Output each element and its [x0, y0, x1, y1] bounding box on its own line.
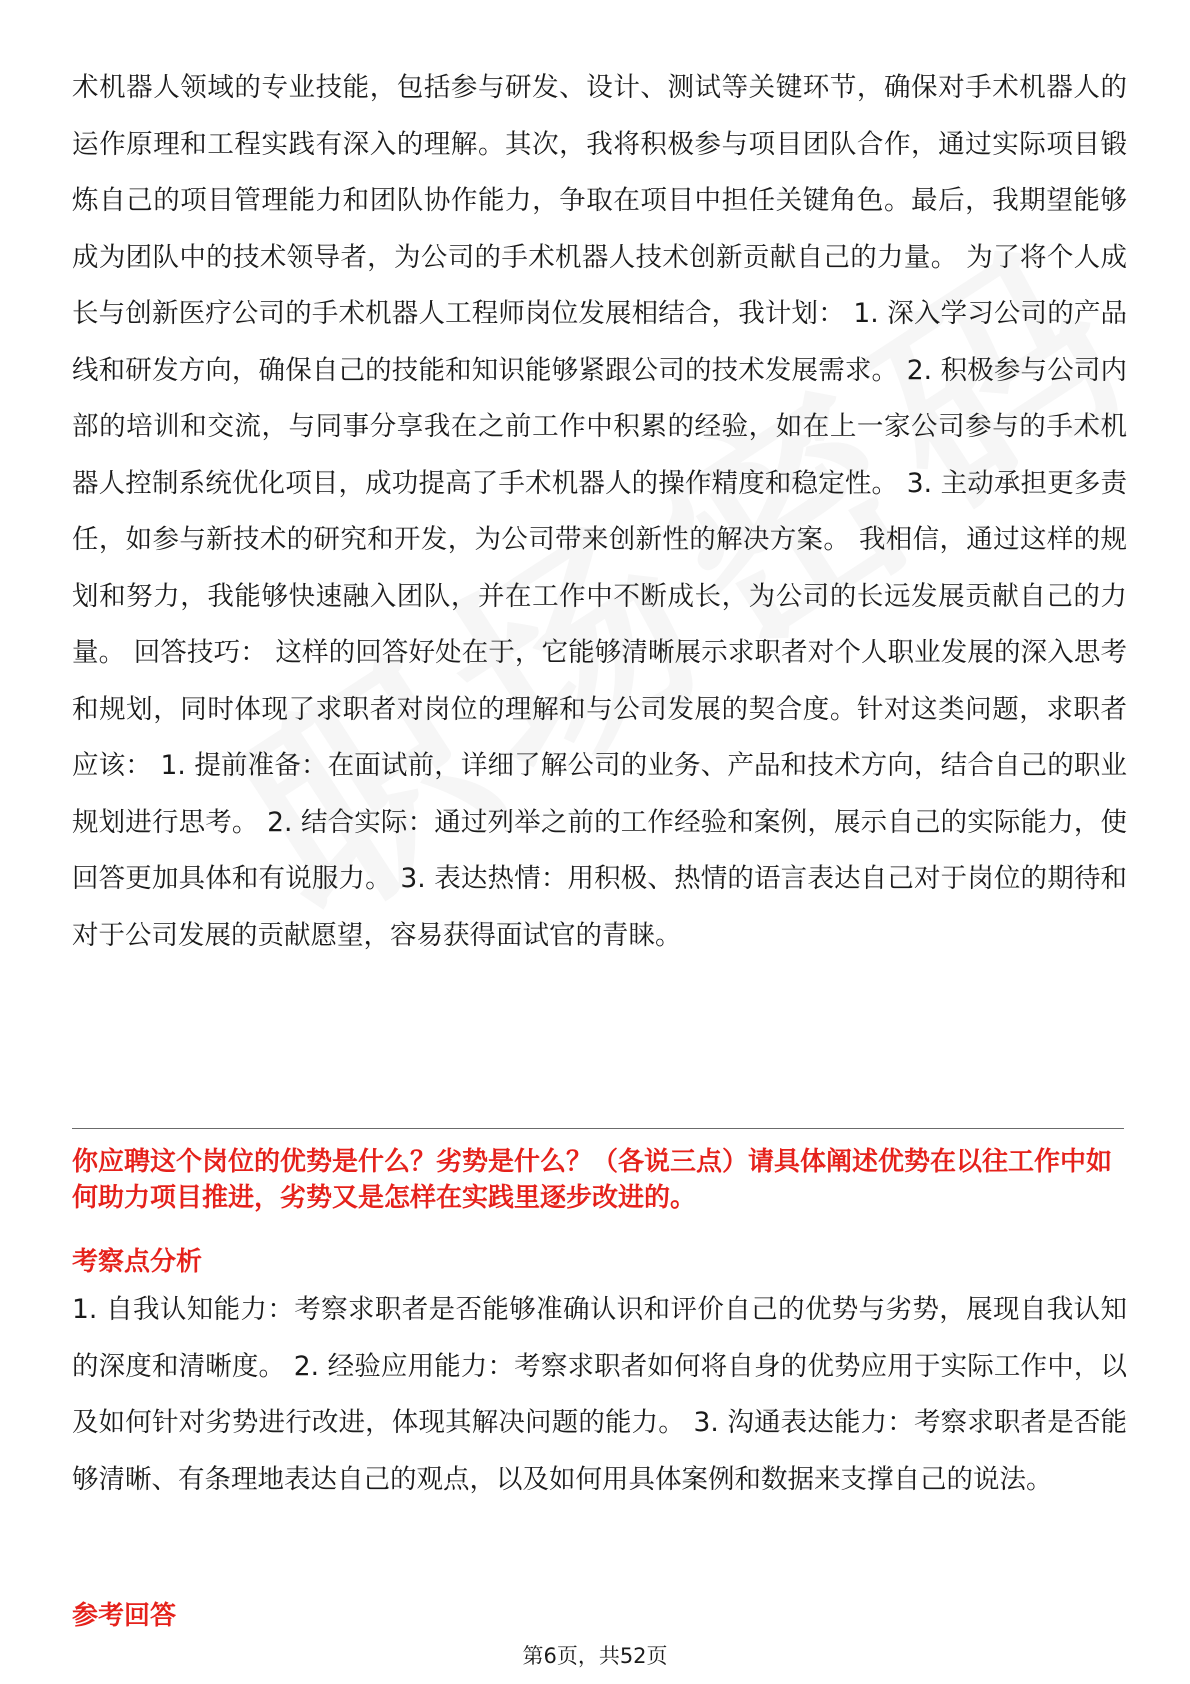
reference-answer-heading: 参考回答 — [72, 1601, 177, 1631]
page-footer: 第6页，共52页 — [522, 1644, 668, 1668]
section-divider — [72, 1128, 1124, 1129]
answer-continuation-text: 术机器人领域的专业技能，包括参与研发、设计、测试等关键环节，确保对手术机器人的运作原理和工程实践有深入的理解。其次，我将积极参与项目团队合作，通过实际项目锻炼自己的项目管理能力和团队协作能力，争取在项目中担任关键角色。最后，我期望能够成为团队中的技术领导者，为公司的手术机器人技术创新贡献自己的力量。 为了将个人成长与创新医疗公司的手术机器人工程师岗位发展相结合，我计划： 1. 深入学习公司的产品线和研发方向，确保自己的技能和知识能够紧跟公司的技术发展需求。 2. 积极参与公司内部的培训和交流，与同事分享我在之前工作中积累的经验，如在上一家公司参与的手术机器人控制系统优化项目，成功提高了手术机器人的操作精度和稳定性。 3. 主动承担更多责任，如参与新技术的研究和开发，为公司带来创新性的解决方案。 我相信，通过这样的规划和努力，我能够快速融入团队，并在工作中不断成长，为公司的长远发展贡献自己的力量。 回答技巧： 这样的回答好处在于，它能够清晰展示求职者对个人职业发展的深入思考和规划，同时体现了求职者对岗位的理解和与公司发展的契合度。针对这类问题，求职者应该： 1. 提前准备：在面试前，详细了解公司的业务、产品和技术方向，结合自己的职业规划进行思考。 2. 结合实际：通过列举之前的工作经验和案例，展示自己的实际能力，使回答更加具体和有说服力。 3. 表达热情：用积极、热情的语言表达自己对于岗位的期待和对于公司发展的贡献愿望，容易获得面试官的青睐。 — [72, 72, 1127, 951]
analysis-text: 1. 自我认知能力：考察求职者是否能够准确认识和评价自己的优势与劣势，展现自我认知的深度和清晰度。 2. 经验应用能力：考察求职者如何将自身的优势应用于实际工作中，以及如何针对劣势进行改进，体现其解决问题的能力。 3. 沟通表达能力：考察求职者是否能够清晰、有条理地表达自己的观点，以及如何用具体案例和数据来支撑自己的说法。 — [72, 1294, 1127, 1495]
interview-question: 你应聘这个岗位的优势是什么？劣势是什么？（各说三点）请具体阐述优势在以往工作中如何助力项目推进，劣势又是怎样在实践里逐步改进的。 — [72, 1147, 1113, 1213]
analysis-heading: 考察点分析 — [72, 1247, 203, 1277]
